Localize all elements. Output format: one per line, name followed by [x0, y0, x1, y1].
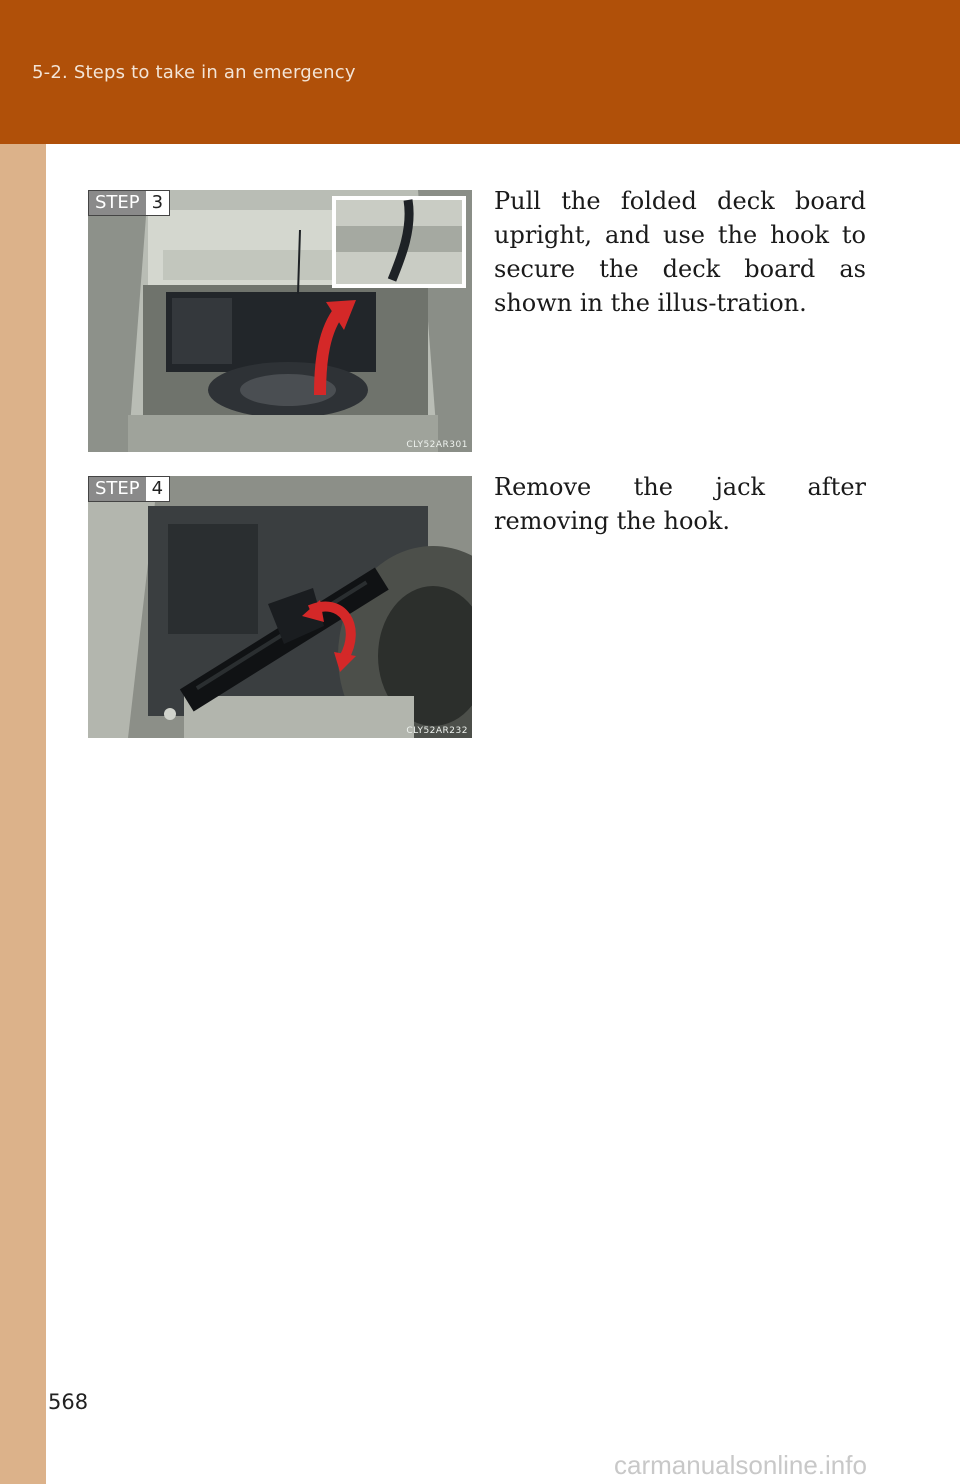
step-4-badge: [88, 476, 170, 502]
watermark-text[interactable]: carmanualsonline.info: [614, 1450, 867, 1480]
step-4-text: Remove the jack after removing the hook.: [494, 473, 866, 535]
cargo-area-illustration: [88, 190, 472, 452]
step-label: STEP: [89, 191, 146, 215]
step-4-photo: [88, 476, 472, 738]
step-number: 3: [151, 192, 164, 213]
image-code: CLY52AR232: [406, 726, 468, 736]
image-code: CLY52AR301: [406, 440, 468, 450]
step-number: 4: [151, 478, 164, 499]
section-title: 5-2. Steps to take in an emergency: [32, 62, 356, 83]
step-label: STEP: [89, 477, 146, 501]
step-3-photo: [88, 190, 472, 452]
page-number: 568: [48, 1390, 89, 1414]
jack-illustration: [88, 476, 472, 738]
side-band: [0, 144, 46, 1484]
step-3-badge: [88, 190, 170, 216]
step-3-text: Pull the folded deck board upright, and use the hook to secure the deck board as shown in the illus-tration.: [494, 187, 866, 317]
header-bar: [0, 0, 960, 144]
